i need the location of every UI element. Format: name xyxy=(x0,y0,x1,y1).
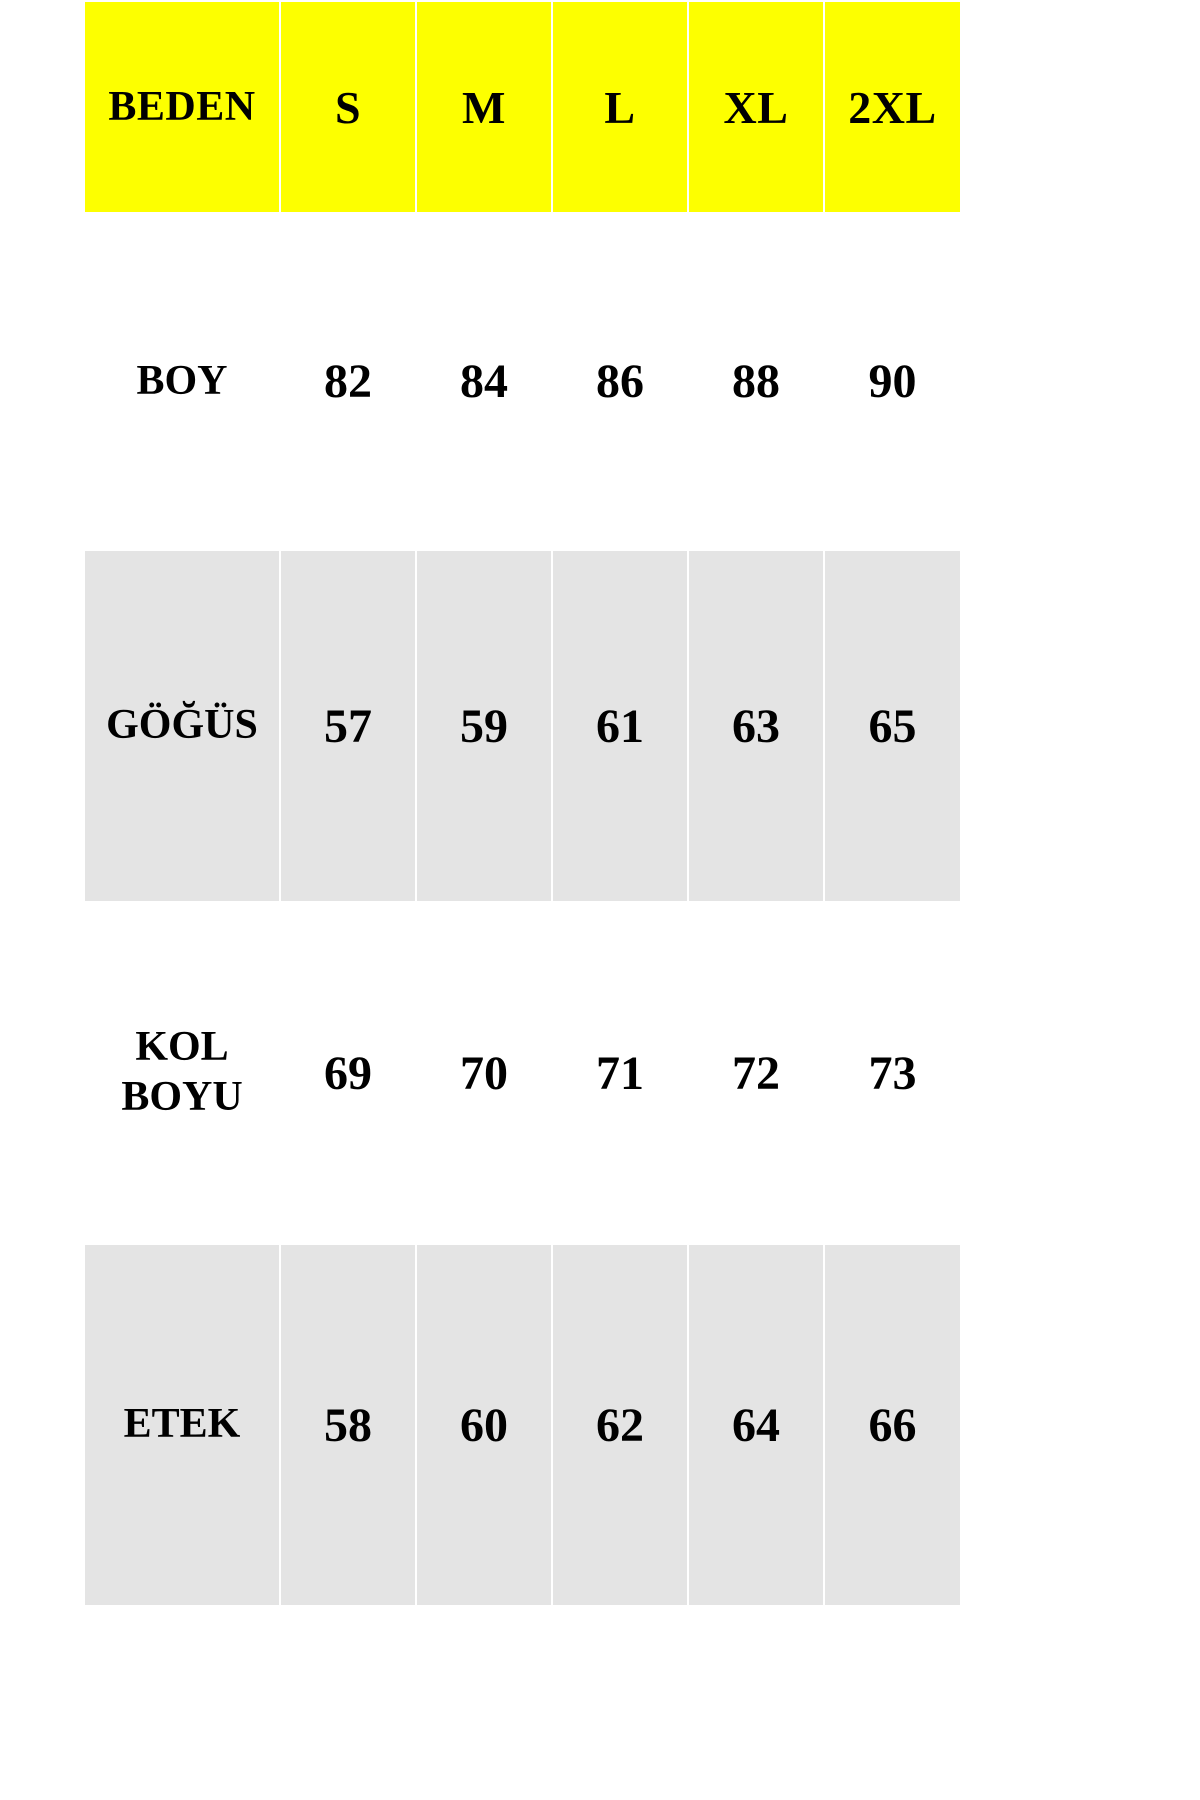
cell-kol-boyu-xl: 72 xyxy=(688,902,824,1244)
cell-etek-l: 62 xyxy=(552,1244,688,1606)
cell-gogus-l: 61 xyxy=(552,550,688,902)
cell-boy-s: 82 xyxy=(280,213,416,550)
row-label-kol-boyu xyxy=(84,902,280,1244)
table-header-row xyxy=(84,1,961,213)
row-label-gogus: GÖĞÜS xyxy=(84,550,280,902)
cell-boy-xl: 88 xyxy=(688,213,824,550)
table-row xyxy=(84,1244,961,1606)
cell-etek-m: 60 xyxy=(416,1244,552,1606)
cell-gogus-s: 57 xyxy=(280,550,416,902)
table-row xyxy=(84,902,961,1244)
table-row xyxy=(84,550,961,902)
cell-kol-boyu-s: 69 xyxy=(280,902,416,1244)
row-label-boy: BOY xyxy=(84,213,280,550)
cell-etek-2xl: 66 xyxy=(824,1244,961,1606)
cell-kol-boyu-l: 71 xyxy=(552,902,688,1244)
column-header-2xl: 2XL xyxy=(824,1,961,213)
cell-etek-xl: 64 xyxy=(688,1244,824,1606)
cell-boy-l: 86 xyxy=(552,213,688,550)
cell-gogus-m: 59 xyxy=(416,550,552,902)
row-label-kol-boyu-line2: BOYU xyxy=(121,1074,243,1120)
column-header-s: S xyxy=(280,1,416,213)
cell-boy-2xl: 90 xyxy=(824,213,961,550)
cell-kol-boyu-2xl: 73 xyxy=(824,902,961,1244)
cell-etek-s: 58 xyxy=(280,1244,416,1606)
column-header-l: L xyxy=(552,1,688,213)
row-label-etek: ETEK xyxy=(84,1244,280,1606)
column-header-beden: BEDEN xyxy=(84,1,280,213)
cell-kol-boyu-m: 70 xyxy=(416,902,552,1244)
size-chart-table xyxy=(83,0,962,1607)
cell-boy-m: 84 xyxy=(416,213,552,550)
cell-gogus-xl: 63 xyxy=(688,550,824,902)
column-header-xl: XL xyxy=(688,1,824,213)
column-header-m: M xyxy=(416,1,552,213)
row-label-kol-boyu-line1: KOL xyxy=(135,1024,229,1071)
table-row xyxy=(84,213,961,550)
cell-gogus-2xl: 65 xyxy=(824,550,961,902)
